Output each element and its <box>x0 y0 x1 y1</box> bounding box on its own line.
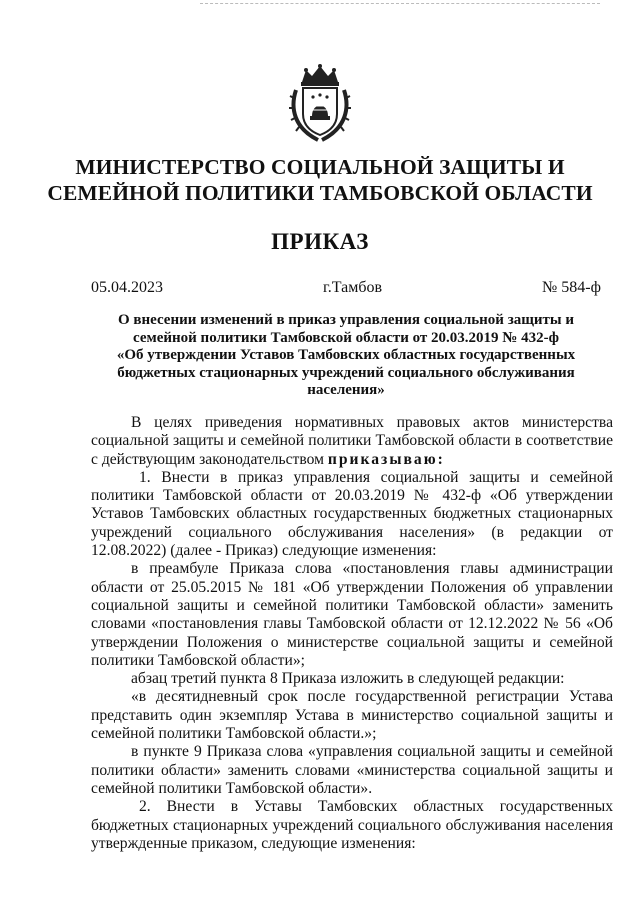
intro-paragraph <box>91 414 613 469</box>
ministry-name <box>40 154 600 206</box>
subject-line-1: О внесении изменений в приказ управления социальной защиты и <box>117 312 575 328</box>
scan-top-rule <box>200 3 600 4</box>
subject-line-3: «Об утверждении Уставов Тамбовских областных государственных <box>116 347 576 364</box>
item-1-preamble-change: в преамбуле Приказа слова «постановления главы администрации области от 25.05.2015 № 181 «Об утверждении Положения об управлении социальной защиты и семейной политики Тамбовской области» заменить словами «постановления главы Тамбовской области от 12.12.2022 № 56 «Об утверждении Положения о министерстве социальной защиты и семейной политики Тамбовской области»; <box>91 560 613 669</box>
document-date: 05.04.2023 <box>91 279 163 296</box>
item-1-paragraph-8-change: абзац третий пункта 8 Приказа изложить в следующей редакции: <box>131 670 565 688</box>
item-2-paragraph: 2. Внести в Уставы Тамбовских областных государственных бюджетных стационарных учреждений социального обслуживания населения утвержденные приказом, следующие изменения: <box>91 798 613 852</box>
document-number: № 584-ф <box>542 279 601 296</box>
document-type-title: ПРИКАЗ <box>271 229 369 254</box>
item-1-paragraph-8-new-text: «в десятидневный срок после государственной регистрации Устава представить один экземпляр Устава в министерство социальной защиты и семейной политики Тамбовской области.»; <box>91 688 613 743</box>
tambov-coat-of-arms-icon <box>288 64 352 142</box>
subject-line-5: населения» <box>307 382 385 399</box>
document-body <box>91 414 613 853</box>
ministry-name-line-2: СЕМЕЙНОЙ ПОЛИТИКИ ТАМБОВСКОЙ ОБЛАСТИ <box>47 181 593 205</box>
document-city: г.Тамбов <box>323 279 383 296</box>
intro-text: В целях приведения нормативных правовых актов министерства социальной защиты и семейной политики Тамбовской области в соответствие с действующим законодательством <box>91 414 613 468</box>
item-1-paragraph: 1. Внести в приказ управления социальной защиты и семейной политики Тамбовской области от 20.03.2019 № 432-ф «Об утверждении Уставов Тамбовских областных государственных бюджетных стационарных учреждений социального обслуживания населения» (в редакции от 12.08.2022) (далее - Приказ) следующие изменения: <box>91 468 613 560</box>
subject-line-4: бюджетных стационарных учреждений социального обслуживания <box>117 364 575 381</box>
order-keyword: приказываю: <box>327 450 445 468</box>
item-1-paragraph-9-change: в пункте 9 Приказа слова «управления социальной защиты и семейной политики области» заменить словами «министерства социальной защиты и семейной политики Тамбовской области». <box>91 743 613 797</box>
document-subject <box>96 312 596 400</box>
ministry-name-line-1: МИНИСТЕРСТВО СОЦИАЛЬНОЙ ЗАЩИТЫ И <box>75 155 565 179</box>
subject-line-2: семейной политики Тамбовской области от 20.03.2019 № 432-ф <box>133 329 559 346</box>
